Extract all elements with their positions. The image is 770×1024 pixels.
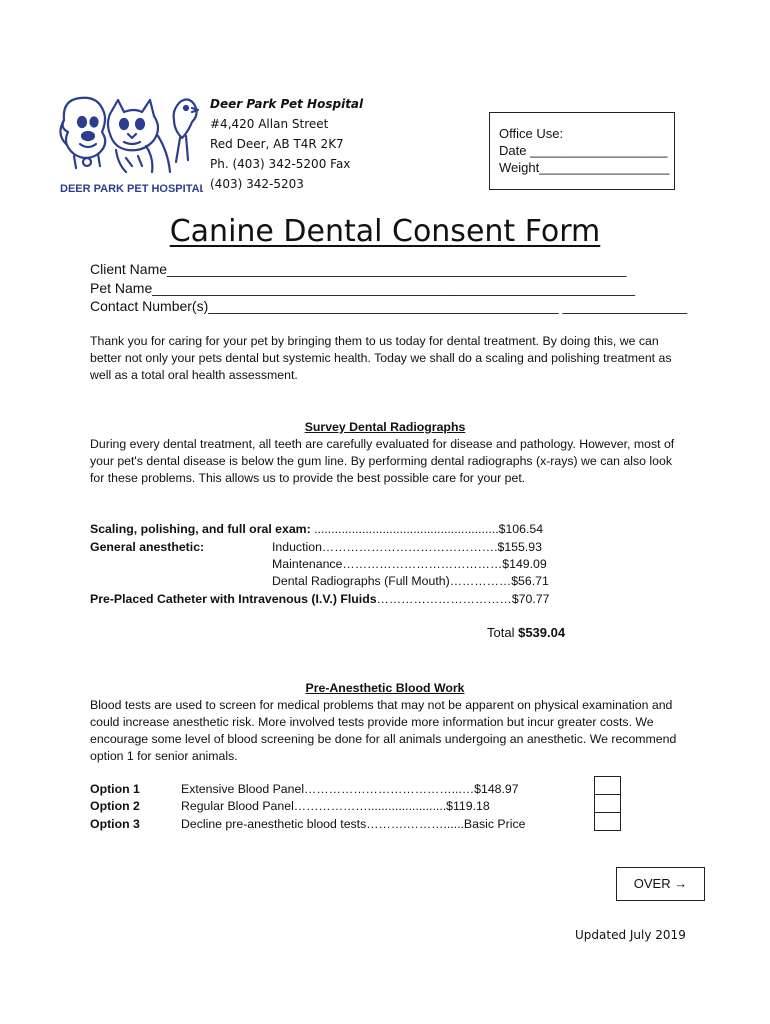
logo-text: DEER PARK PET HOSPITAL <box>60 183 203 195</box>
radiographs-paragraph: During every dental treatment, all teeth are carefully evaluated for disease and pathology. However, most of your pet's dental disease is below the gum line. By performing dental radiographs (x-rays) we can also look for these problems. This allows us to provide the best possible care for your pet. <box>90 437 675 485</box>
scaling-dots: ...................................................... <box>310 522 499 536</box>
maintenance-line: Maintenance…………………………………$149.09 <box>272 557 547 571</box>
total-value: $539.04 <box>518 625 566 640</box>
option-2-label: Option 2 <box>90 799 140 813</box>
client-name-field[interactable]: Client Name___________________________________________________________ <box>90 261 627 277</box>
radiographs-heading: Survey Dental Radiographs <box>304 420 466 434</box>
pet-name-field[interactable]: Pet Name______________________________________________________________ <box>90 280 635 296</box>
option-2-checkbox[interactable] <box>594 794 621 813</box>
hospital-name: Deer Park Pet Hospital <box>210 97 364 111</box>
contact-number-field[interactable]: Contact Number(s)_____________________________________________ ________________ <box>90 298 688 314</box>
scaling-label: Scaling, polishing, and full oral exam: <box>90 522 311 536</box>
logo-animals-icon <box>58 92 203 197</box>
catheter-price: ……………………………$70.77 <box>376 592 550 606</box>
total-label: Total <box>487 625 515 640</box>
office-use-box <box>489 112 675 190</box>
catheter-label: Pre-Placed Catheter with Intravenous (I.V.) Fluids <box>90 592 377 606</box>
bloodwork-heading: Pre-Anesthetic Blood Work <box>305 681 465 695</box>
bloodwork-paragraph: Blood tests are used to screen for medical problems that may not be apparent on physical examination and could increase anesthetic risk. More involved tests provide more information but incur greater costs. We encourage some level of blood screening be done for all animals undergoing an anesthetic. We recommend option 1 for senior animals. <box>90 698 677 763</box>
intro-paragraph: Thank you for caring for your pet by bringing them to us today for dental treatment. By doing this, we can better not only your pets dental but systemic health. Today we shall do a scaling and polishing treatment as well as a total oral health assessment. <box>90 334 672 382</box>
hospital-address-block <box>210 94 363 194</box>
hospital-address-line1: #4,420 Allan Street <box>210 117 329 131</box>
total-line <box>487 625 565 640</box>
office-use-date-field[interactable]: Date ___________________ <box>499 143 668 158</box>
over-indicator: OVER → <box>616 867 705 901</box>
scaling-line <box>90 522 543 536</box>
option-3-checkbox[interactable] <box>594 812 621 831</box>
general-anesthetic-label: General anesthetic: <box>90 540 205 554</box>
option-1-label: Option 1 <box>90 782 140 796</box>
option-1-checkbox[interactable] <box>594 776 621 795</box>
hospital-logo <box>58 92 203 197</box>
option-3-label: Option 3 <box>90 817 140 831</box>
office-use-label: Office Use: <box>499 126 564 141</box>
hospital-address-line2: Red Deer, AB T4R 2K7 <box>210 137 344 151</box>
option-2-text: Regular Blood Panel……………….......................$119.18 <box>181 799 490 813</box>
option-3-text: Decline pre-anesthetic blood tests……….………......Basic Price <box>181 817 526 831</box>
hospital-fax: (403) 342-5203 <box>210 177 304 191</box>
office-use-weight-field[interactable]: Weight__________________ <box>499 160 670 175</box>
updated-date: Updated July 2019 <box>575 928 686 942</box>
option-1-text: Extensive Blood Panel………………………………...…$148.97 <box>181 782 519 796</box>
page-title <box>0 214 770 249</box>
dental-radiographs-line: Dental Radiographs (Full Mouth)……………$56.71 <box>272 574 549 588</box>
induction-line: Induction…………………………………….$155.93 <box>272 540 542 554</box>
page-title-text: Canine Dental Consent Form <box>169 214 601 249</box>
scaling-price: $106.54 <box>498 522 544 536</box>
catheter-line <box>90 592 549 606</box>
hospital-phone: Ph. (403) 342-5200 Fax <box>210 157 351 171</box>
